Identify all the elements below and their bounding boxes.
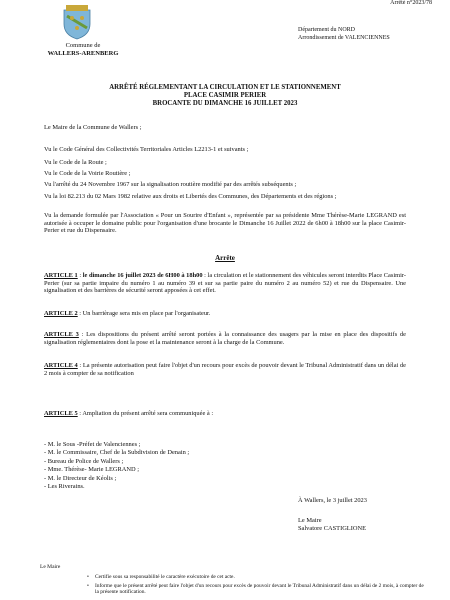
list-item: - Les Riverains. (44, 483, 85, 491)
footer-note-recours: • Informe que le présent arrêté peut faire l'objet d'un recours pour excès de pouvoir devant le Tribunal Administratif dans un délai de 2 mois, à compter de la présente notification. (95, 583, 425, 596)
department-block (298, 27, 390, 42)
article-1: ARTICLE 1 : le dimanche 16 juillet 2023 de 6H00 à 18h00 : la circulation et le stationnement des véhicules seront interdits Place Casimir-Perier (sur sa partie impaire du numéro 1 au numéro 39 et sur sa partie paire du numéro 2 au numéro 52) et rue du Dispensaire. Une signalisation et des barrières de sécurité seront apposées à cet effet. (44, 272, 406, 295)
title-line-2: PLACE CASIMIR PERIER (183, 92, 267, 99)
list-item: - M. le Directeur de Kéolis ; (44, 474, 117, 482)
commune-block (40, 42, 126, 58)
list-item: - M. le Sous -Préfet de Valenciennes ; (44, 441, 141, 448)
arrete-heading: Arrête (215, 254, 235, 262)
commune-label: Commune de (65, 42, 101, 49)
preamble-vu-cgct: Vu le Code Général des Collectivités Territoriales Articles L2213-1 et suivants ; (44, 146, 249, 153)
article-5-text: : Ampliation du présent arrêté sera communiquée à : (77, 410, 214, 417)
arrondissement-line: Arrondissement de VALENCIENNES (298, 34, 390, 41)
document-title (0, 84, 450, 108)
preamble-vu-demande: Vu la demande formulée par l'Association « Pour un Sourire d'Enfant », représentée par sa présidente Mme Thérèse-Marie LEGRAND est autorisée à occuper le domaine public pour l'organisation d'une brocante le Dimanche 16 Juillet 2022 de 6h00 à 18h00 sur la place Casimir-Perier et rue du Dispensaire. (44, 212, 406, 235)
article-2 (44, 310, 406, 318)
department-line: Département du NORD (298, 27, 355, 33)
article-4-text: : La présente autorisation peut faire l'objet d'un recours pour excès de pouvoir devant le Tribunal Administratif dans un délai de 2 mois à compter de sa notification (44, 362, 406, 377)
article-2-text: : Un barrièrage sera mis en place par l'organisateur. (77, 310, 211, 317)
article-3 (44, 331, 406, 346)
article-1-date: le dimanche 16 juillet 2023 de 6H00 à 18h00 (82, 272, 203, 279)
preamble-vu-voirie: Vu le Code de la Voirie Routière ; (44, 170, 131, 177)
title-line-3: BROCANTE DU DIMANCHE 16 JUILLET 2023 (152, 100, 298, 107)
recipient-list (44, 441, 189, 491)
article-2-label: ARTICLE 2 (44, 310, 78, 317)
title-line-1: ARRÊTÉ RÉGLEMENTANT LA CIRCULATION ET LE STATIONNEMENT (109, 84, 341, 91)
article-4-label: ARTICLE 4 (44, 362, 78, 369)
decree-number: Arrêté n°2023/78 (390, 0, 432, 6)
footer-label: Le Maire (40, 564, 61, 570)
article-3-text: : Les dispositions du présent arrêté seront portées à la connaissance des usagers par la mise en place des dispositifs de signalisation réglementaires dont la pose et la maintenance seront à la charge de la Commune. (44, 331, 406, 346)
footer-note-executoire: • Certifie sous sa responsabilité le caractère exécutoire de cet acte. (95, 574, 425, 580)
place-date: À Wallers, le 3 juillet 2023 (298, 497, 367, 504)
preamble-vu-loi-1982: Vu la loi 82.213 du 02 Mars 1982 relative aux droits et Libertés des Communes, des Départements et des régions ; (44, 193, 337, 200)
preamble-maire: Le Maire de la Commune de Wallers ; (44, 124, 142, 131)
article-1-text: : la circulation et le stationnement des véhicules seront interdits Place Casimir-Perier (sur sa partie impaire du numéro 1 au numéro 39 et sur sa partie paire du numéro 2 au numéro 52) et rue du Dispensaire. Une signalisation et des barrières de sécurité seront apposées à cet effet. (44, 272, 406, 295)
list-item: - Bureau de Police de Wallers ; (44, 457, 124, 465)
list-item: - Mme. Thérèse- Marie LEGRAND ; (44, 466, 140, 474)
article-5-label: ARTICLE 5 (44, 410, 78, 417)
preamble-vu-arrete-1967: Vu l'arrêté du 24 Novembre 1967 sur la signalisation routière modifié par des arrêtés subséquents ; (44, 181, 297, 188)
article-3-label: ARTICLE 3 (44, 331, 79, 338)
signatory-role: Le Maire (298, 517, 322, 524)
coat-of-arms-logo (60, 4, 94, 40)
list-item: - M. le Commissaire, Chef de la Subdivision de Denain ; (44, 449, 190, 457)
article-5 (44, 410, 406, 418)
signatory-name: Salvatore CASTIGLIONE (298, 525, 366, 532)
commune-name: WALLERS-ARENBERG (47, 50, 119, 57)
article-1-label: ARTICLE 1 (44, 272, 78, 279)
article-4 (44, 362, 406, 377)
preamble-vu-code-route: Vu le Code de la Route ; (44, 159, 107, 166)
